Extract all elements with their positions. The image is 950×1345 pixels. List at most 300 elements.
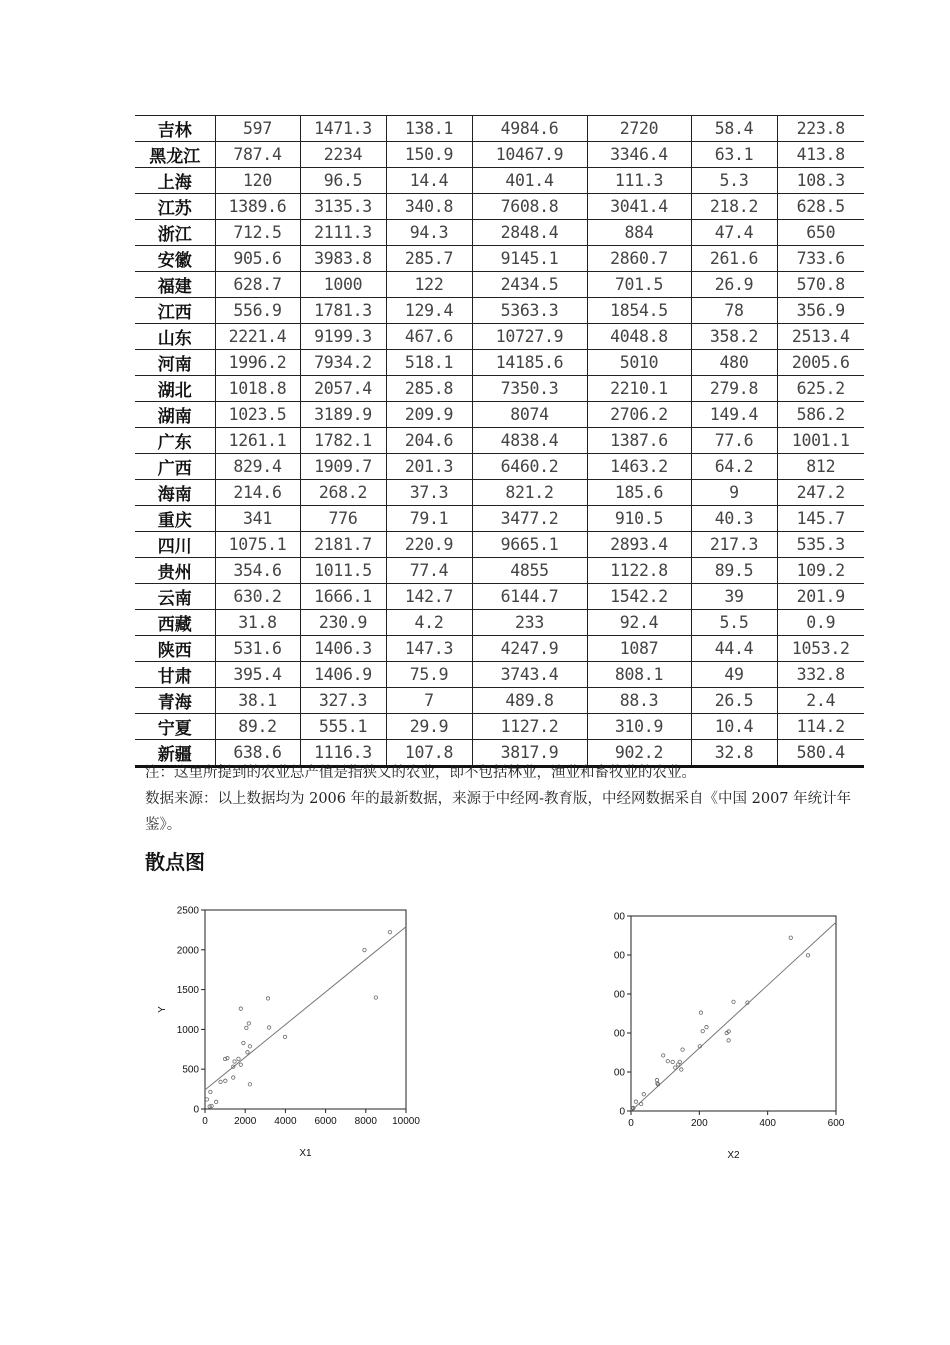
value-cell: 1463.2 (587, 454, 691, 480)
value-cell: 829.4 (215, 454, 300, 480)
value-cell: 10727.9 (472, 324, 587, 350)
value-cell: 332.8 (777, 662, 864, 688)
value-cell: 5363.3 (472, 298, 587, 324)
value-cell: 1782.1 (300, 428, 386, 454)
y-tick-label: 1000 (176, 1024, 199, 1036)
scatter-chart-x1 (150, 890, 450, 1170)
region-cell: 宁夏 (135, 714, 215, 740)
value-cell: 108.3 (777, 168, 864, 194)
value-cell: 821.2 (472, 480, 587, 506)
value-cell: 26.9 (691, 272, 777, 298)
value-cell: 10467.9 (472, 142, 587, 168)
value-cell: 88.3 (587, 688, 691, 714)
data-point (283, 1035, 286, 1038)
data-point (267, 1026, 270, 1029)
data-point (209, 1090, 212, 1093)
value-cell: 628.5 (777, 194, 864, 220)
value-cell: 3041.4 (587, 194, 691, 220)
value-cell: 10.4 (691, 714, 777, 740)
value-cell: 201.9 (777, 584, 864, 610)
value-cell: 712.5 (215, 220, 300, 246)
table-row (135, 272, 864, 298)
value-cell: 142.7 (386, 584, 472, 610)
value-cell: 4247.9 (472, 636, 587, 662)
value-cell: 39 (691, 584, 777, 610)
data-point (239, 1063, 242, 1066)
value-cell: 4.2 (386, 610, 472, 636)
value-cell: 2234 (300, 142, 386, 168)
value-cell: 3346.4 (587, 142, 691, 168)
x-tick-label: 0 (628, 1118, 634, 1129)
value-cell: 902.2 (587, 740, 691, 767)
value-cell: 733.6 (777, 246, 864, 272)
value-cell: 2057.4 (300, 376, 386, 402)
value-cell: 358.2 (691, 324, 777, 350)
region-cell: 浙江 (135, 220, 215, 246)
table-row (135, 662, 864, 688)
value-cell: 114.2 (777, 714, 864, 740)
value-cell: 7934.2 (300, 350, 386, 376)
value-cell: 3477.2 (472, 506, 587, 532)
value-cell: 14.4 (386, 168, 472, 194)
value-cell: 6460.2 (472, 454, 587, 480)
data-point (701, 1029, 704, 1032)
plot-frame (631, 916, 836, 1111)
value-cell: 8074 (472, 402, 587, 428)
value-cell: 413.8 (777, 142, 864, 168)
section-title: 散点图 (145, 850, 205, 874)
y-tick-label: 0 (619, 1106, 625, 1118)
value-cell: 233 (472, 610, 587, 636)
value-cell: 808.1 (587, 662, 691, 688)
value-cell: 480 (691, 350, 777, 376)
region-cell: 黑龙江 (135, 142, 215, 168)
value-cell: 285.8 (386, 376, 472, 402)
chart-svg (150, 890, 450, 1170)
region-cell: 贵州 (135, 558, 215, 584)
value-cell: 2.4 (777, 688, 864, 714)
region-cell: 福建 (135, 272, 215, 298)
value-cell: 650 (777, 220, 864, 246)
value-cell: 1087 (587, 636, 691, 662)
value-cell: 1666.1 (300, 584, 386, 610)
value-cell: 638.6 (215, 740, 300, 767)
data-point (374, 996, 377, 999)
region-cell: 广西 (135, 454, 215, 480)
table-row (135, 194, 864, 220)
table-row (135, 532, 864, 558)
table-row (135, 714, 864, 740)
table-row (135, 480, 864, 506)
region-cell: 重庆 (135, 506, 215, 532)
table-row (135, 636, 864, 662)
value-cell: 489.8 (472, 688, 587, 714)
value-cell: 580.4 (777, 740, 864, 767)
data-point (727, 1039, 730, 1042)
region-cell: 青海 (135, 688, 215, 714)
region-cell: 江苏 (135, 194, 215, 220)
value-cell: 910.5 (587, 506, 691, 532)
value-cell: 310.9 (587, 714, 691, 740)
value-cell: 905.6 (215, 246, 300, 272)
y-tick-label: 500 (182, 1064, 199, 1076)
value-cell: 247.2 (777, 480, 864, 506)
data-point (678, 1060, 681, 1063)
value-cell: 1116.3 (300, 740, 386, 767)
table-row (135, 168, 864, 194)
data-point (245, 1026, 248, 1029)
region-cell: 吉林 (135, 116, 215, 142)
value-cell: 63.1 (691, 142, 777, 168)
region-cell: 四川 (135, 532, 215, 558)
data-point (246, 1051, 249, 1054)
value-cell: 356.9 (777, 298, 864, 324)
value-cell: 2434.5 (472, 272, 587, 298)
value-cell: 1053.2 (777, 636, 864, 662)
value-cell: 1909.7 (300, 454, 386, 480)
table-row (135, 688, 864, 714)
value-cell: 9665.1 (472, 532, 587, 558)
value-cell: 26.5 (691, 688, 777, 714)
x-axis-label: X1 (299, 1148, 312, 1159)
value-cell: 5.5 (691, 610, 777, 636)
data-point (674, 1066, 677, 1069)
data-point (640, 1102, 643, 1105)
data-source-note: 数据来源：以上数据均为 2006 年的最新数据，来源于中经网-教育版，中经网数据采自《中国 2007 年统计年鉴》。 (145, 791, 852, 833)
y-tick-label: 00 (613, 911, 625, 923)
y-tick-label: 00 (613, 989, 625, 1001)
data-point (232, 1076, 235, 1079)
y-tick-label: 2500 (176, 905, 199, 917)
value-cell: 1406.9 (300, 662, 386, 688)
x-tick-label: 6000 (314, 1116, 337, 1127)
value-cell: 49 (691, 662, 777, 688)
value-cell: 395.4 (215, 662, 300, 688)
value-cell: 2893.4 (587, 532, 691, 558)
data-point (233, 1060, 236, 1063)
data-point (642, 1093, 645, 1096)
value-cell: 38.1 (215, 688, 300, 714)
region-cell: 上海 (135, 168, 215, 194)
plot-frame (205, 910, 406, 1109)
value-cell: 401.4 (472, 168, 587, 194)
value-cell: 3743.4 (472, 662, 587, 688)
value-cell: 340.8 (386, 194, 472, 220)
table-body (135, 116, 864, 767)
fit-line (631, 922, 836, 1111)
value-cell: 5.3 (691, 168, 777, 194)
value-cell: 531.6 (215, 636, 300, 662)
data-table (135, 115, 864, 768)
region-cell: 安徽 (135, 246, 215, 272)
value-cell: 149.4 (691, 402, 777, 428)
region-cell: 新疆 (135, 740, 215, 767)
table-row (135, 506, 864, 532)
value-cell: 556.9 (215, 298, 300, 324)
data-point (239, 1007, 242, 1010)
data-point (680, 1068, 683, 1071)
region-cell: 湖南 (135, 402, 215, 428)
value-cell: 261.6 (691, 246, 777, 272)
value-cell: 2181.7 (300, 532, 386, 558)
value-cell: 1122.8 (587, 558, 691, 584)
region-cell: 甘肃 (135, 662, 215, 688)
value-cell: 354.6 (215, 558, 300, 584)
x-tick-label: 400 (759, 1118, 777, 1129)
table-row (135, 324, 864, 350)
value-cell: 787.4 (215, 142, 300, 168)
value-cell: 7350.3 (472, 376, 587, 402)
value-cell: 1000 (300, 272, 386, 298)
data-point (388, 930, 391, 933)
value-cell: 1471.3 (300, 116, 386, 142)
x-tick-label: 2000 (234, 1116, 257, 1127)
table-note: 注：这里所提到的农业总产值是指狭义的农业，即不包括林业，渔业和畜牧业的农业。 (145, 765, 696, 781)
value-cell: 2720 (587, 116, 691, 142)
value-cell: 89.5 (691, 558, 777, 584)
value-cell: 220.9 (386, 532, 472, 558)
x-tick-label: 4000 (274, 1116, 297, 1127)
value-cell: 1127.2 (472, 714, 587, 740)
x-axis-label: X2 (727, 1150, 740, 1161)
data-point (806, 954, 809, 957)
data-point (242, 1041, 245, 1044)
table-row (135, 454, 864, 480)
region-cell: 陕西 (135, 636, 215, 662)
table-row (135, 558, 864, 584)
value-cell: 138.1 (386, 116, 472, 142)
value-cell: 7608.8 (472, 194, 587, 220)
value-cell: 341 (215, 506, 300, 532)
y-tick-label: 2000 (176, 945, 199, 957)
value-cell: 1023.5 (215, 402, 300, 428)
value-cell: 214.6 (215, 480, 300, 506)
value-cell: 4984.6 (472, 116, 587, 142)
region-cell: 广东 (135, 428, 215, 454)
value-cell: 9145.1 (472, 246, 587, 272)
value-cell: 185.6 (587, 480, 691, 506)
value-cell: 77.6 (691, 428, 777, 454)
value-cell: 597 (215, 116, 300, 142)
value-cell: 586.2 (777, 402, 864, 428)
value-cell: 79.1 (386, 506, 472, 532)
value-cell: 147.3 (386, 636, 472, 662)
value-cell: 14185.6 (472, 350, 587, 376)
value-cell: 327.3 (300, 688, 386, 714)
data-point (266, 997, 269, 1000)
data-point (248, 1045, 251, 1048)
data-point (681, 1048, 684, 1051)
value-cell: 1781.3 (300, 298, 386, 324)
y-axis-label: Y (157, 1006, 168, 1013)
value-cell: 1075.1 (215, 532, 300, 558)
x-tick-label: 0 (202, 1116, 208, 1127)
value-cell: 3983.8 (300, 246, 386, 272)
value-cell: 0.9 (777, 610, 864, 636)
value-cell: 58.4 (691, 116, 777, 142)
value-cell: 96.5 (300, 168, 386, 194)
chart-svg (590, 895, 890, 1170)
value-cell: 1261.1 (215, 428, 300, 454)
value-cell: 467.6 (386, 324, 472, 350)
value-cell: 120 (215, 168, 300, 194)
value-cell: 111.3 (587, 168, 691, 194)
data-point (789, 936, 792, 939)
region-cell: 河南 (135, 350, 215, 376)
value-cell: 2111.3 (300, 220, 386, 246)
value-cell: 3817.9 (472, 740, 587, 767)
data-point (248, 1083, 251, 1086)
value-cell: 122 (386, 272, 472, 298)
table-row (135, 402, 864, 428)
value-cell: 129.4 (386, 298, 472, 324)
value-cell: 31.8 (215, 610, 300, 636)
value-cell: 89.2 (215, 714, 300, 740)
value-cell: 201.3 (386, 454, 472, 480)
x-tick-label: 600 (827, 1118, 845, 1129)
data-point (662, 1054, 665, 1057)
value-cell: 2221.4 (215, 324, 300, 350)
x-tick-label: 10000 (392, 1116, 420, 1127)
scatter-chart-x2 (590, 895, 890, 1170)
x-tick-label: 200 (690, 1118, 708, 1129)
x-tick-label: 8000 (354, 1116, 377, 1127)
value-cell: 9 (691, 480, 777, 506)
value-cell: 32.8 (691, 740, 777, 767)
value-cell: 1996.2 (215, 350, 300, 376)
y-tick-label: 00 (613, 950, 625, 962)
value-cell: 884 (587, 220, 691, 246)
value-cell: 3135.3 (300, 194, 386, 220)
region-cell: 西藏 (135, 610, 215, 636)
data-point (214, 1100, 217, 1103)
value-cell: 4855 (472, 558, 587, 584)
value-cell: 78 (691, 298, 777, 324)
data-point (699, 1011, 702, 1014)
value-cell: 776 (300, 506, 386, 532)
value-cell: 1018.8 (215, 376, 300, 402)
value-cell: 1542.2 (587, 584, 691, 610)
value-cell: 555.1 (300, 714, 386, 740)
value-cell: 218.2 (691, 194, 777, 220)
value-cell: 7 (386, 688, 472, 714)
value-cell: 223.8 (777, 116, 864, 142)
value-cell: 2860.7 (587, 246, 691, 272)
value-cell: 285.7 (386, 246, 472, 272)
value-cell: 92.4 (587, 610, 691, 636)
value-cell: 701.5 (587, 272, 691, 298)
value-cell: 1389.6 (215, 194, 300, 220)
value-cell: 64.2 (691, 454, 777, 480)
value-cell: 4048.8 (587, 324, 691, 350)
value-cell: 44.4 (691, 636, 777, 662)
data-point (634, 1100, 637, 1103)
value-cell: 77.4 (386, 558, 472, 584)
table-row (135, 610, 864, 636)
y-tick-label: 00 (613, 1067, 625, 1079)
value-cell: 37.3 (386, 480, 472, 506)
value-cell: 109.2 (777, 558, 864, 584)
value-cell: 1387.6 (587, 428, 691, 454)
value-cell: 47.4 (691, 220, 777, 246)
value-cell: 1854.5 (587, 298, 691, 324)
region-cell: 湖北 (135, 376, 215, 402)
value-cell: 812 (777, 454, 864, 480)
value-cell: 3189.9 (300, 402, 386, 428)
data-point (705, 1025, 708, 1028)
table-row (135, 376, 864, 402)
data-point (666, 1059, 669, 1062)
value-cell: 145.7 (777, 506, 864, 532)
value-cell: 2513.4 (777, 324, 864, 350)
table-row (135, 298, 864, 324)
data-point (219, 1080, 222, 1083)
value-cell: 9199.3 (300, 324, 386, 350)
data-point (237, 1057, 240, 1060)
data-point (671, 1060, 674, 1063)
table-row (135, 350, 864, 376)
value-cell: 94.3 (386, 220, 472, 246)
value-cell: 1406.3 (300, 636, 386, 662)
value-cell: 40.3 (691, 506, 777, 532)
table-row (135, 142, 864, 168)
value-cell: 570.8 (777, 272, 864, 298)
data-point (732, 1000, 735, 1003)
value-cell: 107.8 (386, 740, 472, 767)
region-cell: 江西 (135, 298, 215, 324)
data-point (363, 948, 366, 951)
value-cell: 2848.4 (472, 220, 587, 246)
region-cell: 海南 (135, 480, 215, 506)
value-cell: 75.9 (386, 662, 472, 688)
value-cell: 2005.6 (777, 350, 864, 376)
fit-line (205, 927, 406, 1090)
table-row (135, 116, 864, 142)
value-cell: 150.9 (386, 142, 472, 168)
value-cell: 230.9 (300, 610, 386, 636)
data-point (224, 1079, 227, 1082)
value-cell: 630.2 (215, 584, 300, 610)
region-cell: 山东 (135, 324, 215, 350)
value-cell: 29.9 (386, 714, 472, 740)
table-row (135, 246, 864, 272)
value-cell: 2706.2 (587, 402, 691, 428)
value-cell: 217.3 (691, 532, 777, 558)
value-cell: 268.2 (300, 480, 386, 506)
y-tick-label: 00 (613, 1028, 625, 1040)
y-tick-label: 0 (193, 1104, 199, 1116)
table-row (135, 428, 864, 454)
value-cell: 625.2 (777, 376, 864, 402)
value-cell: 1011.5 (300, 558, 386, 584)
table-row (135, 220, 864, 246)
value-cell: 4838.4 (472, 428, 587, 454)
value-cell: 518.1 (386, 350, 472, 376)
value-cell: 5010 (587, 350, 691, 376)
value-cell: 6144.7 (472, 584, 587, 610)
data-point (247, 1022, 250, 1025)
data-point (205, 1098, 208, 1101)
value-cell: 2210.1 (587, 376, 691, 402)
value-cell: 209.9 (386, 402, 472, 428)
table-row (135, 584, 864, 610)
value-cell: 279.8 (691, 376, 777, 402)
value-cell: 628.7 (215, 272, 300, 298)
region-cell: 云南 (135, 584, 215, 610)
value-cell: 1001.1 (777, 428, 864, 454)
y-tick-label: 1500 (176, 985, 199, 997)
value-cell: 204.6 (386, 428, 472, 454)
